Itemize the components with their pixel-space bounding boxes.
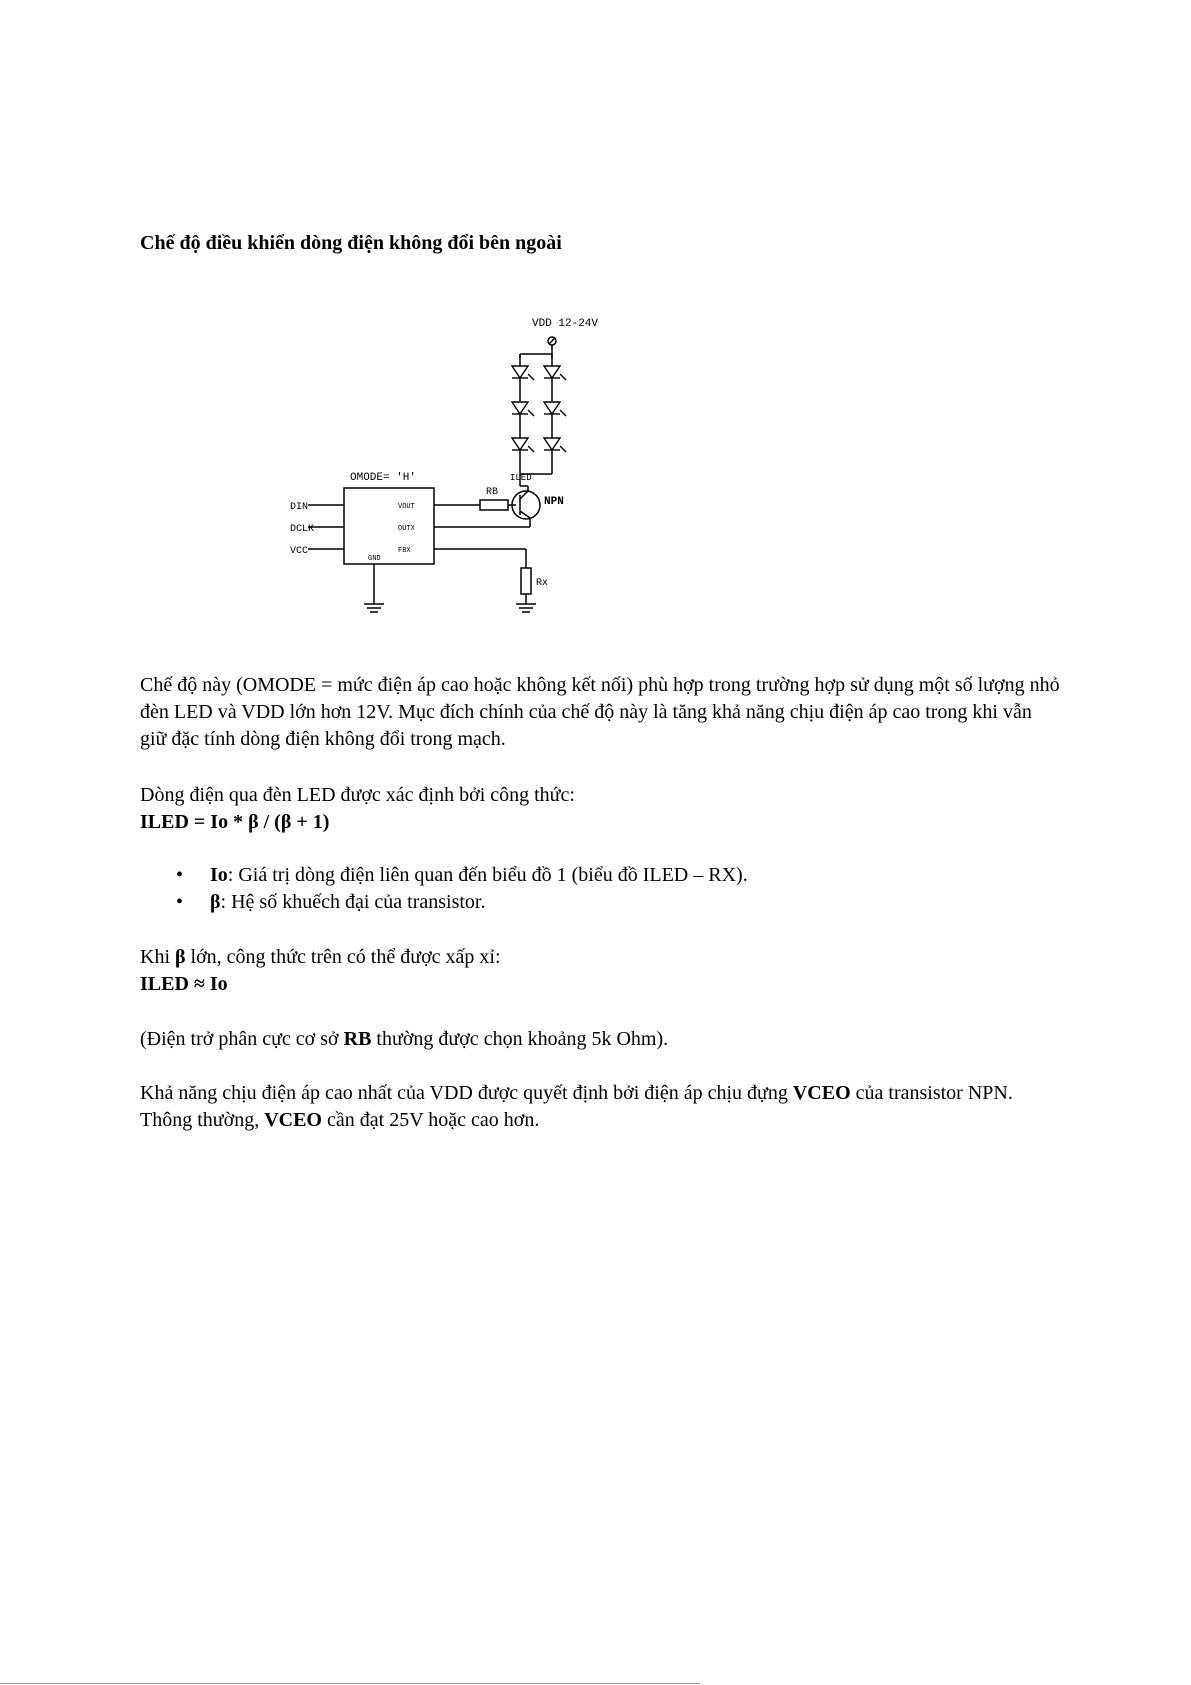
approximation-block	[140, 944, 1060, 998]
list-item	[140, 889, 1060, 916]
driver-ic	[344, 488, 434, 564]
formula-approx: ILED ≈ Io	[140, 973, 228, 995]
circuit-diagram	[290, 308, 650, 628]
circuit-diagram-svg	[290, 308, 650, 628]
iled-label: ILED	[510, 473, 532, 483]
approximation-intro	[140, 944, 1060, 971]
section-heading: Chế độ điều khiển dòng điện không đổi bên ngoài	[140, 232, 562, 254]
pin-vcc: VCC	[290, 546, 309, 557]
footer-divider	[0, 1683, 700, 1684]
pin-din: DIN	[290, 502, 309, 513]
term-vceo: VCEO	[264, 1109, 322, 1131]
led-icon	[544, 402, 566, 416]
paragraph-rb-note	[140, 1026, 1060, 1053]
pin-fbx: FBX	[398, 547, 411, 555]
text-segment: lớn, công thức trên có thể được xấp xỉ:	[185, 946, 501, 968]
term-rb: RB	[343, 1028, 372, 1050]
bullet-icon: •	[176, 891, 184, 913]
led-icon	[512, 402, 534, 416]
list-item	[140, 862, 1060, 889]
bullet-icon: •	[176, 864, 184, 886]
definition-list	[140, 862, 1060, 916]
definition-beta: : Hệ số khuếch đại của transistor.	[220, 891, 486, 913]
pin-vout: VOUT	[398, 503, 415, 511]
pin-gnd: GND	[368, 555, 381, 563]
text-segment: (Điện trở phân cực cơ sở	[140, 1028, 344, 1050]
led-icon	[544, 366, 566, 380]
led-icon	[512, 366, 534, 380]
led-icon	[512, 438, 534, 452]
text-segment: thường được chọn khoảng 5k Ohm).	[371, 1028, 669, 1050]
definition-io: : Giá trị dòng điện liên quan đến biểu đồ 1 (biểu đồ ILED – RX).	[227, 864, 748, 886]
npn-label: NPN	[544, 496, 564, 508]
pin-outx: OUTX	[398, 525, 415, 533]
paragraph-description: Chế độ này (OMODE = mức điện áp cao hoặc không kết nối) phù hợp trong trường hợp sử dụng một số lượng nhỏ đèn LED và VDD lớn hơn 12V. Mục đích chính của chế độ này là tăng khả năng chịu điện áp cao trong khi vẫn giữ đặc tính dòng điện không đổi trong mạch.	[140, 674, 1060, 750]
formula-intro: Dòng điện qua đèn LED được xác định bởi công thức:	[140, 784, 575, 806]
text-segment: Khi	[140, 946, 175, 968]
formula-block	[140, 782, 1060, 836]
text-segment: Khả năng chịu điện áp cao nhất của VDD được quyết định bởi điện áp chịu đựng	[140, 1082, 793, 1104]
term-io: Io	[210, 864, 228, 886]
term-vceo: VCEO	[792, 1082, 851, 1104]
rx-resistor	[521, 568, 531, 594]
led-icon	[544, 438, 566, 452]
term-beta: β	[210, 891, 221, 913]
rb-label: RB	[486, 487, 499, 498]
formula-iled: ILED = Io * β / (β + 1)	[140, 811, 330, 833]
text-segment: cần đạt 25V hoặc cao hơn.	[322, 1109, 540, 1131]
rb-resistor	[480, 500, 508, 510]
vdd-label: VDD 12-24V	[532, 318, 599, 330]
paragraph-vceo	[140, 1080, 1060, 1134]
term-beta-inline: β	[175, 946, 186, 968]
omode-label: OMODE= 'H'	[350, 472, 417, 484]
pin-dclk: DCLK	[290, 524, 315, 535]
text-segment: của transistor NPN. Thông thường,	[140, 1082, 1013, 1131]
rx-label: Rx	[536, 578, 549, 589]
